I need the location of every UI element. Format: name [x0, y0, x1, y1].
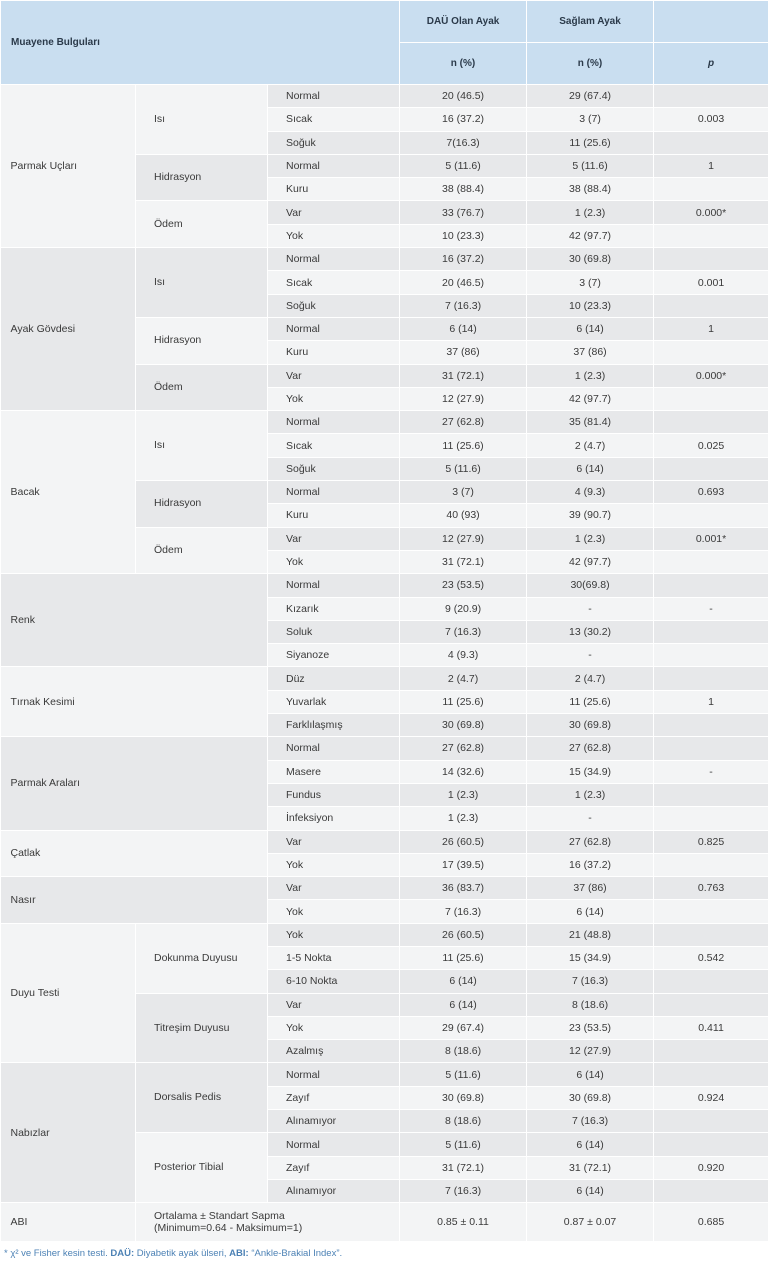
option-label: Zayıf — [268, 1086, 400, 1109]
dfu-value: 20 (46.5) — [400, 85, 527, 108]
healthy-value: 11 (25.6) — [527, 690, 654, 713]
p-value: 0.025 — [654, 434, 768, 457]
dfu-value: 31 (72.1) — [400, 364, 527, 387]
healthy-value: - — [527, 644, 654, 667]
healthy-value: 15 (34.9) — [527, 946, 654, 969]
option-label: Yok — [268, 550, 400, 573]
dfu-value: 8 (18.6) — [400, 1110, 527, 1133]
option-label: Var — [268, 527, 400, 550]
dfu-value: 3 (7) — [400, 481, 527, 504]
p-value — [654, 783, 768, 806]
healthy-value: 1 (2.3) — [527, 527, 654, 550]
option-label: Alınamıyor — [268, 1110, 400, 1133]
dfu-value: 11 (25.6) — [400, 690, 527, 713]
p-value — [654, 574, 768, 597]
group-label: Duyu Testi — [1, 923, 136, 1063]
dfu-value: 11 (25.6) — [400, 434, 527, 457]
abi-description-line1: Ortalama ± Standart Sapma — [154, 1210, 285, 1223]
healthy-value: 12 (27.9) — [527, 1040, 654, 1063]
healthy-value: 10 (23.3) — [527, 294, 654, 317]
dfu-value: 38 (88.4) — [400, 178, 527, 201]
healthy-value: 3 (7) — [527, 271, 654, 294]
dfu-value: 40 (93) — [400, 504, 527, 527]
subgroup-label: Titreşim Duyusu — [136, 993, 268, 1063]
table-row — [1, 830, 768, 853]
subgroup-label: Dokunma Duyusu — [136, 923, 268, 993]
dfu-foot-header: DAÜ Olan Ayak — [400, 1, 527, 43]
option-label: 1-5 Nokta — [268, 946, 400, 969]
healthy-value: 13 (30.2) — [527, 620, 654, 643]
p-value: 0.000* — [654, 201, 768, 224]
subgroup-label: Posterior Tibial — [136, 1133, 268, 1203]
dfu-value: 30 (69.8) — [400, 714, 527, 737]
option-label: Soluk — [268, 620, 400, 643]
dfu-value: 16 (37.2) — [400, 108, 527, 131]
footnote-dau-label: DAÜ: — [110, 1248, 135, 1260]
abi-p-value: 0.685 — [654, 1203, 768, 1242]
healthy-value: 3 (7) — [527, 108, 654, 131]
dfu-value: 31 (72.1) — [400, 1156, 527, 1179]
healthy-value: 1 (2.3) — [527, 201, 654, 224]
p-value — [654, 178, 768, 201]
dfu-value: 1 (2.3) — [400, 807, 527, 830]
p-value — [654, 131, 768, 154]
subgroup-label: Ödem — [136, 527, 268, 574]
table-row — [1, 1063, 768, 1086]
option-label: Var — [268, 877, 400, 900]
p-value: 0.924 — [654, 1086, 768, 1109]
dfu-value: 7(16.3) — [400, 131, 527, 154]
table-row — [1, 737, 768, 760]
group-label: Ayak Gövdesi — [1, 248, 136, 411]
option-label: Var — [268, 364, 400, 387]
healthy-value: 21 (48.8) — [527, 923, 654, 946]
healthy-value: 29 (67.4) — [527, 85, 654, 108]
option-label: 6-10 Nokta — [268, 970, 400, 993]
dfu-value: 1 (2.3) — [400, 783, 527, 806]
p-value: 0.542 — [654, 946, 768, 969]
table-footnote — [0, 1242, 768, 1259]
healthy-value: 6 (14) — [527, 1179, 654, 1202]
healthy-value: 42 (97.7) — [527, 224, 654, 247]
option-label: Fundus — [268, 783, 400, 806]
healthy-value: 42 (97.7) — [527, 387, 654, 410]
p-value — [654, 737, 768, 760]
group-label: Nabızlar — [1, 1063, 136, 1203]
p-value — [654, 504, 768, 527]
option-label: Normal — [268, 317, 400, 340]
group-label: Parmak Araları — [1, 737, 268, 830]
group-label: Parmak Uçları — [1, 85, 136, 248]
healthy-value: 4 (9.3) — [527, 481, 654, 504]
p-value: 0.001* — [654, 527, 768, 550]
p-header-top — [654, 1, 768, 43]
option-label: Normal — [268, 481, 400, 504]
p-value: 0.411 — [654, 1016, 768, 1039]
p-value: 0.003 — [654, 108, 768, 131]
findings-header: Muayene Bulguları — [1, 1, 400, 85]
subgroup-label: Ödem — [136, 201, 268, 248]
subgroup-label: Hidrasyon — [136, 481, 268, 528]
dfu-value: 30 (69.8) — [400, 1086, 527, 1109]
option-label: Yok — [268, 853, 400, 876]
group-label: Çatlak — [1, 830, 268, 877]
p-value: 1 — [654, 154, 768, 177]
abi-row — [1, 1203, 768, 1242]
p-value: 0.763 — [654, 877, 768, 900]
healthy-value: 31 (72.1) — [527, 1156, 654, 1179]
p-value: 0.693 — [654, 481, 768, 504]
option-label: İnfeksiyon — [268, 807, 400, 830]
option-label: Normal — [268, 154, 400, 177]
dfu-value: 12 (27.9) — [400, 527, 527, 550]
dfu-value: 37 (86) — [400, 341, 527, 364]
footnote-star: * — [4, 1248, 8, 1260]
healthy-value: 11 (25.6) — [527, 131, 654, 154]
option-label: Kuru — [268, 178, 400, 201]
table-body — [1, 85, 768, 1203]
dfu-value: 6 (14) — [400, 993, 527, 1016]
p-value — [654, 1063, 768, 1086]
option-label: Var — [268, 201, 400, 224]
option-label: Var — [268, 993, 400, 1016]
p-value: 0.000* — [654, 364, 768, 387]
healthy-value: - — [527, 807, 654, 830]
option-label: Farklılaşmış — [268, 714, 400, 737]
dfu-value: 27 (62.8) — [400, 737, 527, 760]
subgroup-label: Isı — [136, 248, 268, 318]
healthy-value: 5 (11.6) — [527, 154, 654, 177]
option-label: Zayıf — [268, 1156, 400, 1179]
dfu-value: 16 (37.2) — [400, 248, 527, 271]
healthy-value: 37 (86) — [527, 877, 654, 900]
table-row — [1, 667, 768, 690]
healthy-value: 42 (97.7) — [527, 550, 654, 573]
table-row — [1, 85, 768, 108]
p-value — [654, 457, 768, 480]
dfu-value: 26 (60.5) — [400, 923, 527, 946]
p-value — [654, 1179, 768, 1202]
dfu-value: 5 (11.6) — [400, 1063, 527, 1086]
dfu-value: 2 (4.7) — [400, 667, 527, 690]
table-row — [1, 248, 768, 271]
healthy-value: 7 (16.3) — [527, 970, 654, 993]
footnote-abi-label: ABI: — [229, 1248, 249, 1260]
p-value — [654, 1110, 768, 1133]
option-label: Düz — [268, 667, 400, 690]
healthy-value: 15 (34.9) — [527, 760, 654, 783]
option-label: Alınamıyor — [268, 1179, 400, 1202]
option-label: Normal — [268, 1063, 400, 1086]
dfu-value: 33 (76.7) — [400, 201, 527, 224]
dfu-value: 5 (11.6) — [400, 457, 527, 480]
option-label: Sıcak — [268, 271, 400, 294]
dfu-value: 7 (16.3) — [400, 1179, 527, 1202]
healthy-value: 37 (86) — [527, 341, 654, 364]
p-value — [654, 714, 768, 737]
healthy-value: 6 (14) — [527, 317, 654, 340]
dfu-value: 27 (62.8) — [400, 411, 527, 434]
p-value — [654, 923, 768, 946]
option-label: Soğuk — [268, 131, 400, 154]
subgroup-label: Isı — [136, 85, 268, 155]
p-value: 0.920 — [654, 1156, 768, 1179]
p-value: 1 — [654, 690, 768, 713]
table-row — [1, 411, 768, 434]
p-value — [654, 853, 768, 876]
dfu-value: 7 (16.3) — [400, 620, 527, 643]
p-value — [654, 248, 768, 271]
dfu-value: 23 (53.5) — [400, 574, 527, 597]
option-label: Yok — [268, 923, 400, 946]
group-label: Tırnak Kesimi — [1, 667, 268, 737]
dfu-value: 4 (9.3) — [400, 644, 527, 667]
p-value: - — [654, 597, 768, 620]
healthy-value: 6 (14) — [527, 900, 654, 923]
p-value: 0.825 — [654, 830, 768, 853]
option-label: Normal — [268, 737, 400, 760]
dfu-value: 36 (83.7) — [400, 877, 527, 900]
option-label: Siyanoze — [268, 644, 400, 667]
subgroup-label: Isı — [136, 411, 268, 481]
p-value — [654, 1040, 768, 1063]
option-label: Soğuk — [268, 457, 400, 480]
p-value — [654, 667, 768, 690]
healthy-value: 30(69.8) — [527, 574, 654, 597]
healthy-value: 30 (69.8) — [527, 248, 654, 271]
option-label: Yok — [268, 900, 400, 923]
p-value — [654, 294, 768, 317]
option-label: Masere — [268, 760, 400, 783]
healthy-value: 27 (62.8) — [527, 830, 654, 853]
option-label: Kuru — [268, 504, 400, 527]
healthy-value: 6 (14) — [527, 1063, 654, 1086]
footnote-abi-text: “Ankle-Brakial Index”. — [248, 1248, 343, 1260]
dfu-value: 31 (72.1) — [400, 550, 527, 573]
abi-healthy-value: 0.87 ± 0.07 — [527, 1203, 654, 1242]
healthy-value: 23 (53.5) — [527, 1016, 654, 1039]
healthy-n-label: n (%) — [527, 43, 654, 85]
option-label: Yok — [268, 387, 400, 410]
p-value — [654, 807, 768, 830]
p-value — [654, 85, 768, 108]
p-value — [654, 644, 768, 667]
dfu-value: 6 (14) — [400, 317, 527, 340]
dfu-value: 5 (11.6) — [400, 1133, 527, 1156]
p-value — [654, 900, 768, 923]
p-value — [654, 411, 768, 434]
p-value — [654, 620, 768, 643]
p-value: - — [654, 760, 768, 783]
healthy-value: 2 (4.7) — [527, 667, 654, 690]
healthy-value: 1 (2.3) — [527, 783, 654, 806]
p-value — [654, 387, 768, 410]
dfu-value: 20 (46.5) — [400, 271, 527, 294]
table-row — [1, 574, 768, 597]
dfu-value: 7 (16.3) — [400, 294, 527, 317]
option-label: Soğuk — [268, 294, 400, 317]
option-label: Kuru — [268, 341, 400, 364]
footnote-chi: χ² ve Fisher kesin testi. — [7, 1248, 108, 1260]
option-label: Var — [268, 830, 400, 853]
dfu-value: 9 (20.9) — [400, 597, 527, 620]
option-label: Sıcak — [268, 434, 400, 457]
p-value — [654, 970, 768, 993]
dfu-value: 10 (23.3) — [400, 224, 527, 247]
subgroup-label: Hidrasyon — [136, 317, 268, 364]
dfu-value: 14 (32.6) — [400, 760, 527, 783]
dfu-value: 29 (67.4) — [400, 1016, 527, 1039]
healthy-value: 6 (14) — [527, 457, 654, 480]
dfu-value: 7 (16.3) — [400, 900, 527, 923]
healthy-value: 38 (88.4) — [527, 178, 654, 201]
option-label: Normal — [268, 411, 400, 434]
p-value — [654, 993, 768, 1016]
option-label: Azalmış — [268, 1040, 400, 1063]
option-label: Normal — [268, 85, 400, 108]
subgroup-label: Ödem — [136, 364, 268, 411]
healthy-value: 30 (69.8) — [527, 1086, 654, 1109]
p-label: p — [654, 43, 768, 85]
footnote-dau-text: Diyabetik ayak ülseri, — [134, 1248, 230, 1260]
healthy-value: - — [527, 597, 654, 620]
abi-description — [136, 1203, 400, 1242]
healthy-value: 2 (4.7) — [527, 434, 654, 457]
option-label: Yuvarlak — [268, 690, 400, 713]
healthy-value: 6 (14) — [527, 1133, 654, 1156]
p-value — [654, 1133, 768, 1156]
option-label: Yok — [268, 1016, 400, 1039]
p-value — [654, 224, 768, 247]
healthy-value: 1 (2.3) — [527, 364, 654, 387]
option-label: Kızarık — [268, 597, 400, 620]
abi-label: ABI — [1, 1203, 136, 1242]
dfu-value: 26 (60.5) — [400, 830, 527, 853]
dfu-value: 5 (11.6) — [400, 154, 527, 177]
group-label: Bacak — [1, 411, 136, 574]
option-label: Yok — [268, 224, 400, 247]
table-row — [1, 877, 768, 900]
healthy-value: 30 (69.8) — [527, 714, 654, 737]
healthy-value: 8 (18.6) — [527, 993, 654, 1016]
p-value — [654, 341, 768, 364]
abi-dfu-value: 0.85 ± 0.11 — [400, 1203, 527, 1242]
option-label: Sıcak — [268, 108, 400, 131]
group-label: Renk — [1, 574, 268, 667]
p-value — [654, 550, 768, 573]
dfu-value: 17 (39.5) — [400, 853, 527, 876]
dfu-value: 6 (14) — [400, 970, 527, 993]
healthy-value: 27 (62.8) — [527, 737, 654, 760]
dfu-value: 12 (27.9) — [400, 387, 527, 410]
option-label: Normal — [268, 248, 400, 271]
option-label: Normal — [268, 1133, 400, 1156]
dfu-value: 8 (18.6) — [400, 1040, 527, 1063]
dfu-value: 11 (25.6) — [400, 946, 527, 969]
subgroup-label: Dorsalis Pedis — [136, 1063, 268, 1133]
table-row — [1, 923, 768, 946]
option-label: Normal — [268, 574, 400, 597]
healthy-value: 35 (81.4) — [527, 411, 654, 434]
healthy-value: 7 (16.3) — [527, 1110, 654, 1133]
healthy-foot-header: Sağlam Ayak — [527, 1, 654, 43]
healthy-value: 16 (37.2) — [527, 853, 654, 876]
healthy-value: 39 (90.7) — [527, 504, 654, 527]
subgroup-label: Hidrasyon — [136, 154, 268, 201]
abi-description-line2: (Minimum=0.64 - Maksimum=1) — [154, 1222, 303, 1235]
group-label: Nasır — [1, 877, 268, 924]
dfu-n-label: n (%) — [400, 43, 527, 85]
p-value: 1 — [654, 317, 768, 340]
p-value: 0.001 — [654, 271, 768, 294]
